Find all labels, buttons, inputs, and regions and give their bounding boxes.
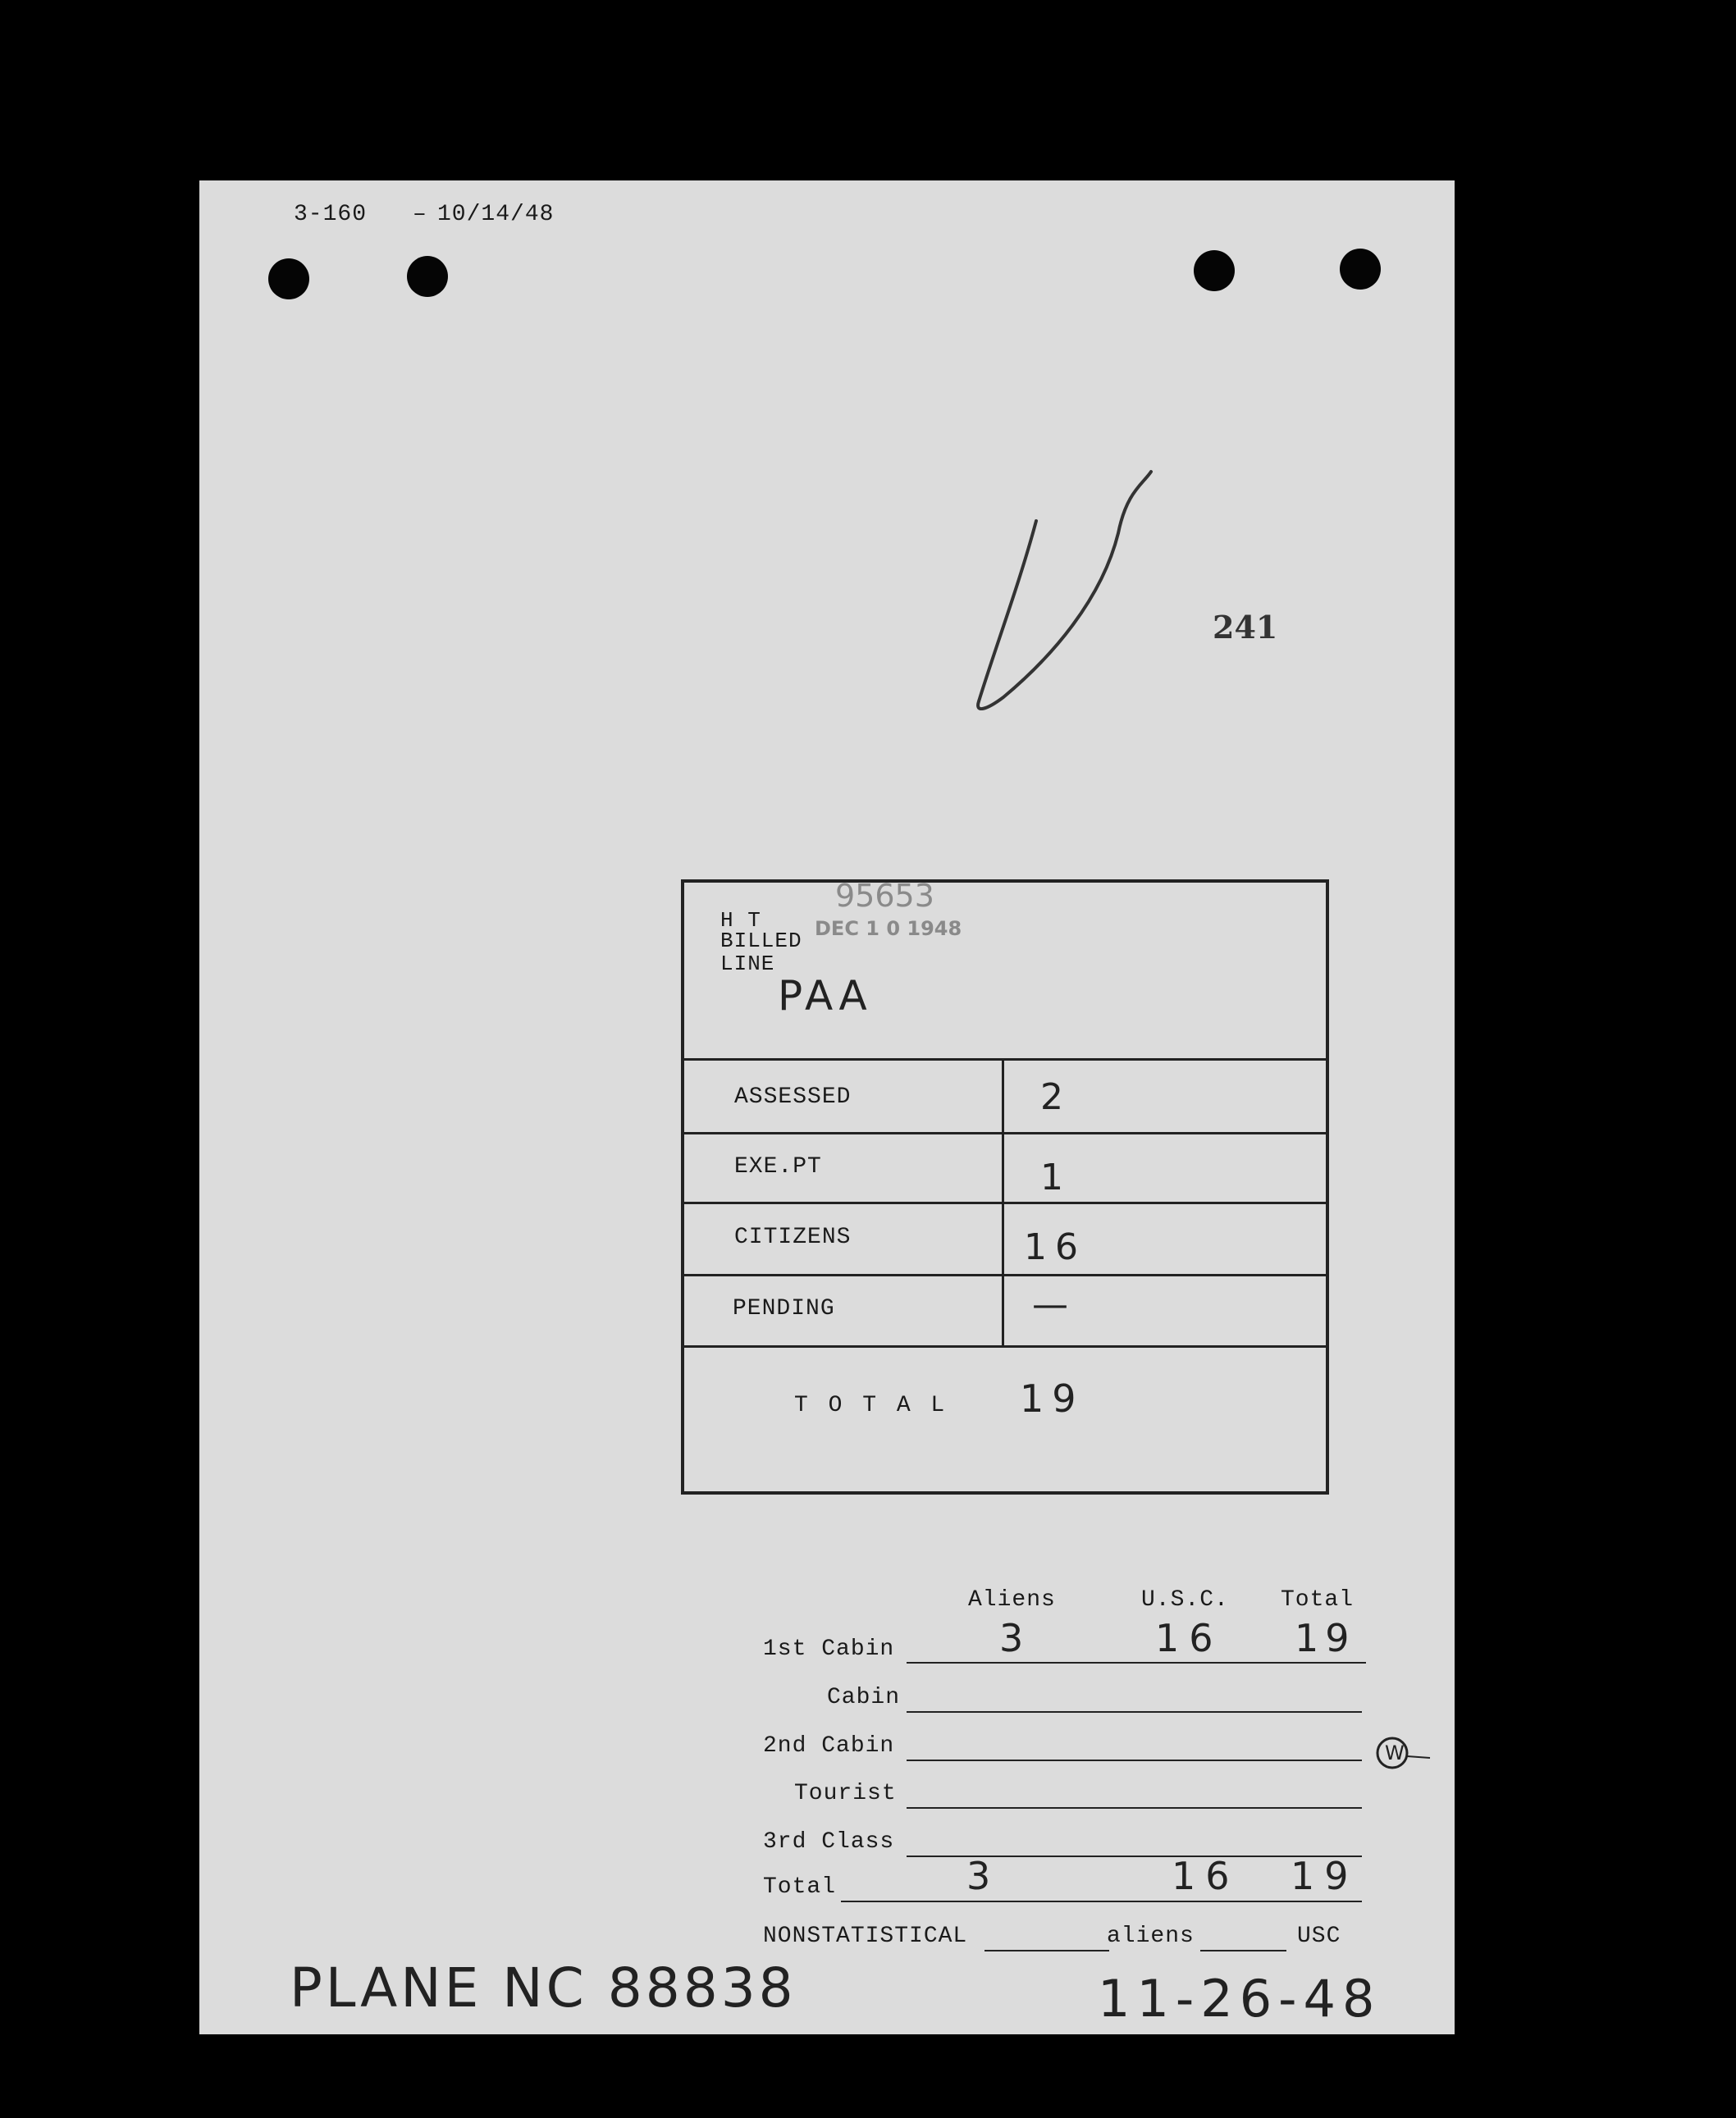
fill-line bbox=[907, 1760, 1362, 1761]
punch-hole bbox=[268, 258, 309, 299]
fill-line bbox=[907, 1807, 1362, 1809]
row-value-pending: — bbox=[1032, 1284, 1068, 1326]
divider bbox=[683, 1202, 1327, 1204]
row-label-exempt: EXE.PT bbox=[734, 1154, 822, 1180]
row-label-tourist: Tourist bbox=[794, 1781, 897, 1806]
punch-hole bbox=[1194, 250, 1235, 291]
divider bbox=[683, 1345, 1327, 1348]
stamp-number: 95653 bbox=[835, 878, 934, 914]
cell-1st-cabin-aliens: 3 bbox=[999, 1616, 1024, 1660]
row-label-3rd-class: 3rd Class bbox=[763, 1829, 895, 1855]
row-value-assessed: 2 bbox=[1040, 1076, 1063, 1118]
column-header-total: Total bbox=[1281, 1587, 1355, 1613]
dash: – bbox=[413, 202, 427, 227]
fill-line bbox=[1200, 1950, 1286, 1951]
page-number: 241 bbox=[1213, 609, 1278, 646]
divider bbox=[683, 1132, 1327, 1134]
punch-hole bbox=[1340, 249, 1381, 290]
row-value-citizens: 16 bbox=[1024, 1226, 1086, 1268]
cell-1st-cabin-usc: 16 bbox=[1155, 1616, 1223, 1660]
cell-total-usc: 16 bbox=[1172, 1854, 1240, 1898]
total-value: 19 bbox=[1020, 1376, 1085, 1421]
stamp-date: DEC 1 0 1948 bbox=[815, 917, 962, 940]
fill-line bbox=[907, 1662, 1366, 1664]
column-header-usc: U.S.C. bbox=[1141, 1587, 1229, 1613]
footer-date: 11-26-48 bbox=[1098, 1969, 1382, 2029]
billed-label: BILLED bbox=[720, 929, 802, 953]
row-label-pending: PENDING bbox=[733, 1296, 835, 1321]
plane-number: PLANE NC 88838 bbox=[290, 1956, 797, 2020]
form-date: 10/14/48 bbox=[437, 202, 555, 227]
column-header-aliens: Aliens bbox=[968, 1587, 1056, 1613]
row-label-assessed: ASSESSED bbox=[734, 1084, 852, 1110]
line-label: LINE bbox=[720, 952, 775, 976]
column-divider bbox=[1002, 1058, 1004, 1345]
cell-total-total: 19 bbox=[1291, 1854, 1359, 1898]
form-id: 3-160 bbox=[294, 202, 368, 227]
fill-line bbox=[907, 1711, 1362, 1713]
fill-line bbox=[984, 1950, 1109, 1951]
aliens-label: aliens bbox=[1107, 1924, 1195, 1949]
document-page bbox=[199, 180, 1455, 2034]
ht-label: H T bbox=[720, 908, 761, 933]
margin-mark: W bbox=[1385, 1741, 1405, 1764]
cell-total-aliens: 3 bbox=[966, 1854, 991, 1898]
row-label-1st-cabin: 1st Cabin bbox=[763, 1636, 895, 1662]
row-value-exempt: 1 bbox=[1040, 1157, 1063, 1198]
fill-line bbox=[841, 1901, 1362, 1902]
usc-label: USC bbox=[1297, 1924, 1341, 1949]
total-label: T O T A L bbox=[794, 1393, 948, 1418]
punch-hole bbox=[407, 256, 448, 297]
check-mark-icon bbox=[954, 320, 1167, 746]
divider bbox=[683, 1274, 1327, 1276]
row-label-total: Total bbox=[763, 1874, 837, 1900]
line-value: PAA bbox=[778, 972, 872, 1020]
row-label-citizens: CITIZENS bbox=[734, 1225, 852, 1250]
cell-1st-cabin-total: 19 bbox=[1295, 1616, 1356, 1660]
divider bbox=[683, 1058, 1327, 1061]
row-label-cabin: Cabin bbox=[827, 1685, 901, 1710]
nonstatistical-label: NONSTATISTICAL bbox=[763, 1924, 968, 1949]
row-label-2nd-cabin: 2nd Cabin bbox=[763, 1733, 895, 1759]
